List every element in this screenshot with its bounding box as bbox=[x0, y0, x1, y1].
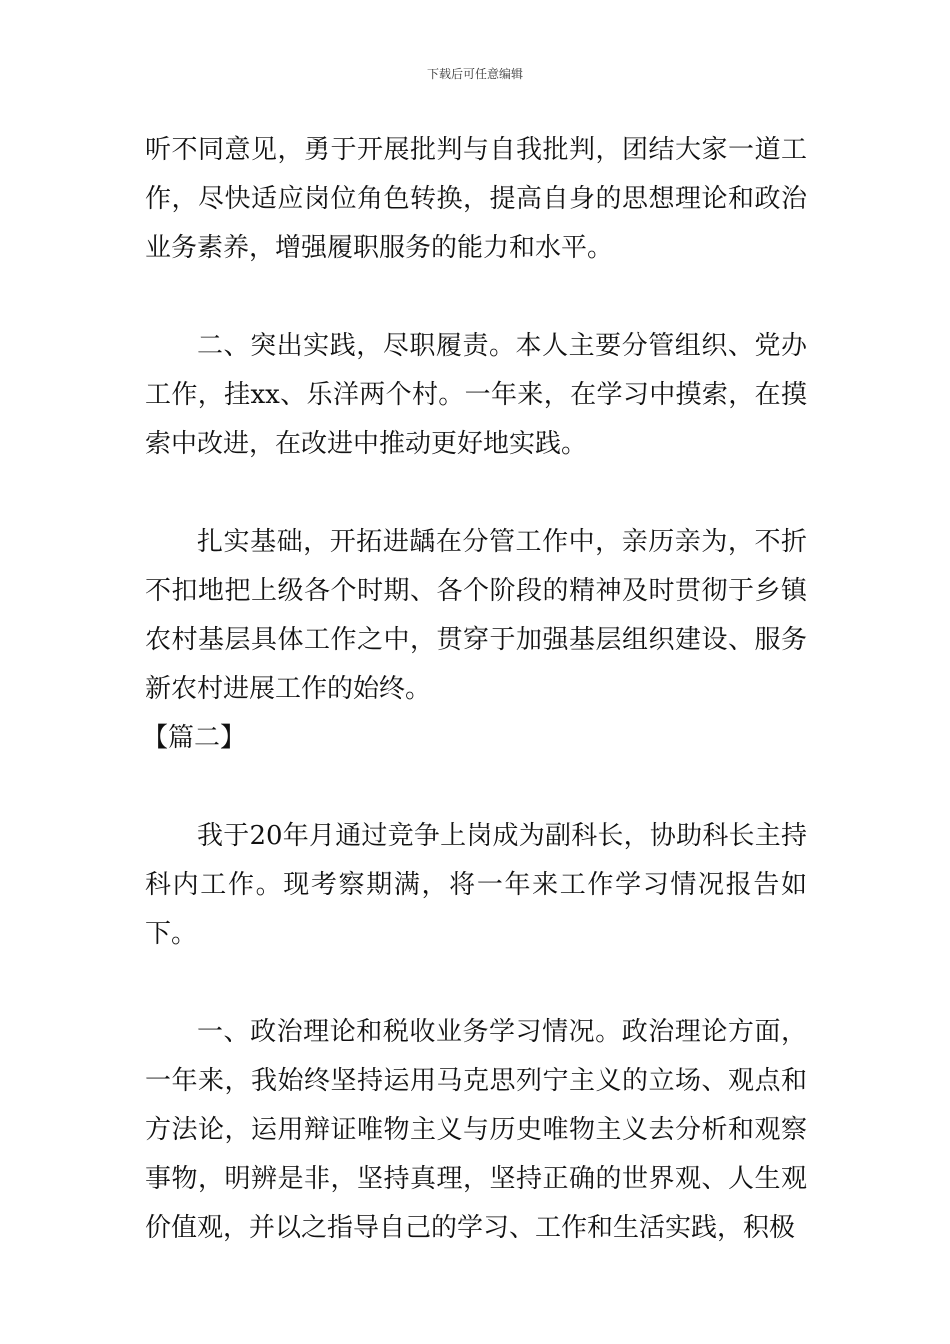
header-note: 下载后可任意编辑 bbox=[426, 67, 523, 81]
paragraph-2: 二、突出实践，尽职履责。本人主要分管组织、党办工作，挂xx、乐洋两个村。一年来，在学习中摸索，在摸索中改进，在改进中推动更好地实践。 bbox=[145, 331, 807, 459]
document-body bbox=[142, 126, 807, 1253]
section-heading: 【篇二】 bbox=[142, 723, 247, 753]
paragraph-1: 听不同意见，勇于开展批判与自我批判，团结大家一道工作，尽快适应岗位角色转换，提高自身的思想理论和政治业务素养，增强履职服务的能力和水平。 bbox=[145, 135, 807, 263]
paragraph-4: 我于20年月通过竞争上岗成为副科长，协助科长主持科内工作。现考察期满，将一年来工作学习情况报告如下。 bbox=[145, 821, 807, 949]
paragraph-3: 扎实基础，开拓进龋在分管工作中，亲历亲为，不折不扣地把上级各个时期、各个阶段的精神及时贯彻于乡镇农村基层具体工作之中，贯穿于加强基层组织建设、服务新农村进展工作的始终。 bbox=[145, 527, 807, 704]
paragraph-5: 一、政治理论和税收业务学习情况。政治理论方面，一年来，我始终坚持运用马克思列宁主义的立场、观点和方法论，运用辩证唯物主义与历史唯物主义去分析和观察事物，明辨是非，坚持真理，坚持正确的世界观、人生观价值观，并以之指导自己的学习、工作和生活实践，积极 bbox=[145, 1017, 807, 1243]
